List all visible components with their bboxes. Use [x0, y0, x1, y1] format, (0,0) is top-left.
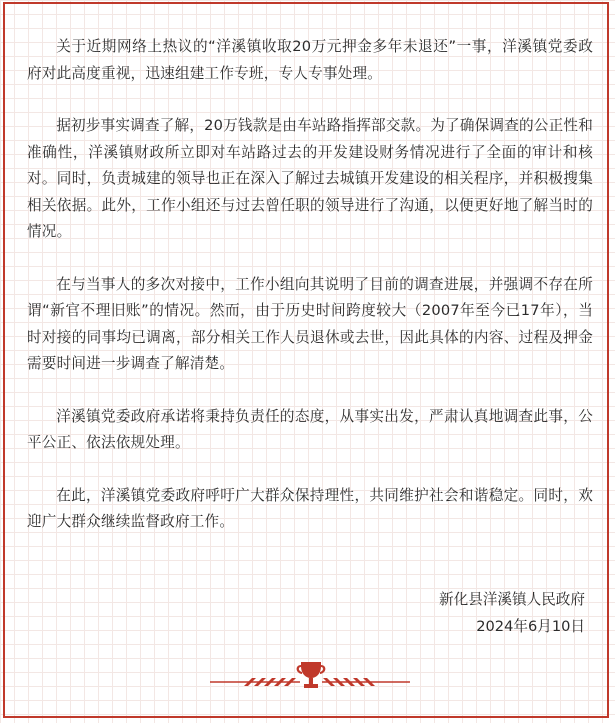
signature-date: 2024年6月10日 [476, 618, 585, 635]
paragraph-5: 在此，洋溪镇党委政府呼吁广大群众保持理性，共同维护社会和谐稳定。同时，欢迎广大群众继续监督政府工作。 [27, 486, 593, 530]
signature-organization: 新化县洋溪镇人民政府 [439, 591, 585, 608]
paragraph-4: 洋溪镇党委政府承诺将秉持负责任的态度，从事实出发，严肃认真地调查此事，公平公正、依法依规处理。 [27, 407, 593, 451]
footer-ornament [0, 656, 615, 696]
statement-body [27, 34, 593, 536]
paragraph-1: 关于近期网络上热议的“洋溪镇收取20万元押金多年未退还”一事，洋溪镇党委政府对此高度重视，迅速组建工作专班，专人专事处理。 [27, 38, 593, 82]
trophy-icon [297, 662, 326, 688]
paragraph-2: 据初步事实调查了解，20万钱款是由车站路指挥部交款。为了确保调查的公正性和准确性，洋溪镇财政所立即对车站路过去的开发建设财务情况进行了全面的审计和核对。同时，负责城建的领导也正在深入了解过去城镇开发建设的相关程序，并积极搜集相关依据。此外，工作小组还与过去曾任职的领导进行了沟通，以便更好地了解当时的情况。 [27, 117, 593, 240]
paragraph-3: 在与当事人的多次对接中，工作小组向其说明了目前的调查进展，并强调不存在所谓“新官不理旧账”的情况。然而，由于历史时间跨度较大（2007年至今已17年），当时对接的同事均已调离，部分相关工作人员退休或去世，因此具体的内容、过程及押金需要时间进一步调查了解清楚。 [27, 275, 593, 372]
